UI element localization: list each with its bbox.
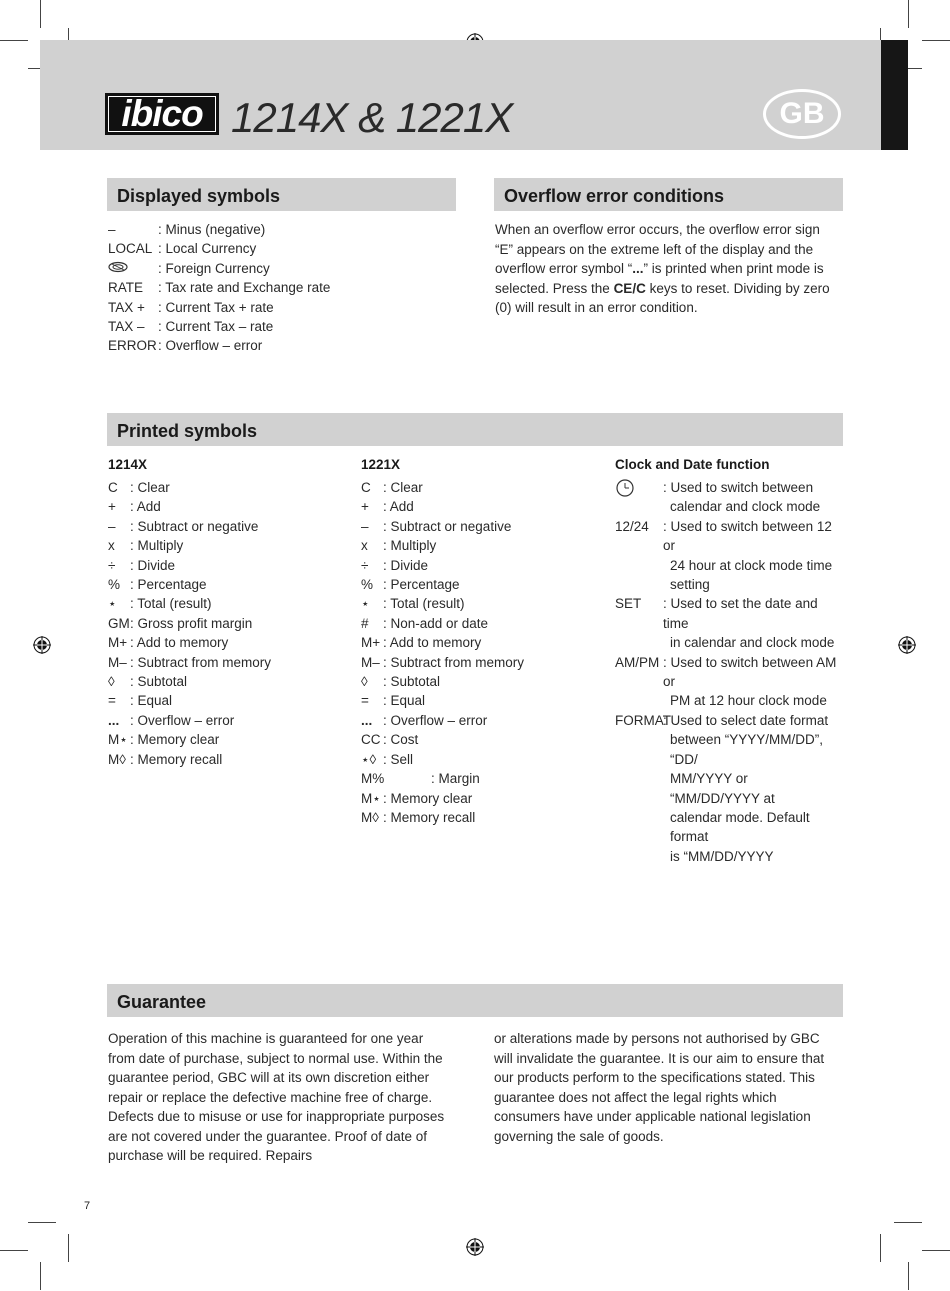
symbol-description: : Add	[130, 499, 161, 515]
symbol: +	[361, 499, 369, 515]
column-title-1221x: 1221X	[361, 457, 401, 472]
symbol: M⋆	[361, 790, 381, 806]
symbol-description: : Cost	[383, 732, 419, 748]
logo-text: ibico	[121, 93, 203, 134]
symbol: ÷	[108, 557, 116, 573]
symbol: AM/PM	[615, 654, 660, 670]
list-item	[108, 517, 348, 536]
column-title-clock-date: Clock and Date function	[615, 457, 770, 472]
symbol: ⋆◊	[361, 751, 377, 767]
symbol-description: : Current Tax – rate	[158, 319, 274, 335]
description-line: between “YYYY/MM/DD”, “DD/	[670, 732, 824, 767]
description-line: setting	[670, 577, 710, 593]
description-line: calendar and clock mode	[670, 499, 821, 515]
crop-mark	[922, 40, 950, 41]
page-number: 7	[84, 1200, 91, 1212]
list-item	[361, 750, 601, 769]
currency-icon	[108, 259, 158, 278]
symbol: –	[108, 518, 116, 534]
description-line: : Used to switch between	[663, 480, 814, 495]
list-item	[108, 478, 348, 497]
symbol-description: : Subtract from memory	[130, 654, 272, 670]
symbol: SET	[615, 596, 642, 612]
symbol-description	[663, 653, 839, 711]
symbol: %	[108, 577, 121, 593]
list-item	[108, 730, 348, 749]
list-item	[361, 711, 601, 730]
list-item	[108, 672, 348, 691]
guarantee-text-left: Operation of this machine is guaranteed for one year from date of purchase, subject to normal use. Within the guarantee period, GBC will at its own discretion either repair or replace the defective machine free of charge. Defects due to misuse or use for inappropriate purposes are not covered under the guarantee. Proof of date of purchase will be required. Repairs	[108, 1031, 445, 1163]
list-item	[108, 220, 448, 239]
list-item	[108, 259, 448, 278]
symbol: –	[361, 518, 369, 534]
symbol-description: : Non-add or date	[383, 615, 489, 631]
symbol: ⋆	[108, 596, 117, 612]
description-line: : Used to switch between AM or	[663, 654, 837, 690]
symbol-description: : Subtotal	[130, 674, 188, 690]
list-item	[615, 594, 843, 652]
list-item	[108, 336, 448, 355]
symbol: LOCAL	[108, 241, 153, 257]
crop-mark	[0, 1250, 28, 1251]
symbol-description: : Margin	[431, 771, 480, 787]
symbol: M◊	[361, 809, 379, 825]
symbol-description: : Clear	[130, 480, 170, 495]
list-item	[361, 478, 601, 497]
symbol-description: : Overflow – error	[383, 712, 488, 728]
list-item	[108, 239, 448, 258]
symbol: GM	[108, 615, 130, 631]
symbol-description: : Add	[383, 499, 414, 515]
symbol-description: : Total (result)	[383, 596, 465, 612]
description-line: is “MM/DD/YYYY	[670, 848, 774, 864]
crop-mark	[40, 1262, 41, 1290]
list-item	[361, 517, 601, 536]
symbol-description: : Local Currency	[158, 241, 257, 257]
symbol-description: : Add to memory	[383, 635, 482, 651]
list-item	[108, 711, 348, 730]
crop-mark	[68, 1234, 69, 1262]
list-item	[361, 808, 601, 827]
section-heading-displayed-symbols: Displayed symbols	[107, 178, 456, 211]
symbol-description	[663, 517, 839, 595]
symbol-description: : Overflow – error	[130, 712, 235, 728]
symbols-list-1221x	[361, 478, 601, 827]
symbol: RATE	[108, 280, 144, 296]
symbol-description	[663, 594, 839, 652]
symbol: M–	[108, 654, 127, 670]
symbol-description: : Current Tax + rate	[158, 299, 274, 315]
symbol: M◊	[108, 751, 126, 767]
crop-mark	[922, 1250, 950, 1251]
list-item	[361, 575, 601, 594]
list-item	[108, 750, 348, 769]
symbol-description: : Foreign Currency	[158, 260, 270, 276]
ibico-logo	[105, 93, 219, 135]
symbol-description: : Divide	[383, 557, 429, 573]
symbol: %	[361, 577, 374, 593]
symbol: ...	[361, 712, 373, 728]
symbol-description: : Minus (negative)	[158, 222, 266, 237]
symbol: =	[361, 693, 369, 709]
description-line: PM at 12 hour clock mode	[670, 693, 827, 709]
description-line: : Used to switch between 12 or	[663, 518, 832, 554]
list-item	[108, 536, 348, 555]
description-line: 24 hour at clock mode time	[670, 557, 833, 573]
list-item	[615, 711, 843, 866]
list-item	[361, 633, 601, 652]
symbol: +	[108, 499, 116, 515]
symbol-description: : Multiply	[130, 538, 184, 554]
symbol: C	[108, 480, 118, 495]
overflow-paragraph: When an overflow error occurs, the overflow error sign “E” appears on the extreme left of the display and the overflow error symbol “...” is printed when print mode is selected. Press the CE/C keys to reset. Dividing by zero (0) will result in an error condition.	[495, 222, 830, 315]
symbol: TAX +	[108, 299, 145, 315]
symbol-description: : Multiply	[383, 538, 437, 554]
symbol: TAX –	[108, 319, 145, 335]
list-item	[108, 556, 348, 575]
crop-mark	[40, 0, 41, 28]
symbol: x	[361, 538, 368, 554]
ce-c-keys: CE/C	[613, 280, 646, 296]
symbol-description: : Memory recall	[130, 751, 223, 767]
symbol: C	[361, 480, 371, 495]
symbols-list-1214x	[108, 478, 348, 769]
symbol: 12/24	[615, 518, 649, 534]
symbol: ◊	[361, 674, 368, 690]
symbol: #	[361, 615, 369, 631]
symbol: ERROR	[108, 338, 157, 354]
language-badge: GB	[763, 89, 841, 139]
symbol: M+	[108, 635, 128, 651]
crop-mark	[28, 1222, 56, 1223]
list-item	[108, 278, 448, 297]
section-heading-guarantee: Guarantee	[107, 984, 843, 1017]
symbol: ⋆	[361, 596, 370, 612]
symbol-description: : Memory recall	[383, 809, 476, 825]
symbol: M–	[361, 654, 380, 670]
description-line: MM/YYYY or “MM/DD/YYYY at	[670, 771, 775, 806]
description-line: in calendar and clock mode	[670, 635, 835, 651]
registration-mark-icon	[33, 636, 51, 654]
symbol: CC	[361, 732, 381, 748]
description-line: : Used to select date format	[663, 712, 829, 728]
list-item	[108, 691, 348, 710]
list-item	[361, 556, 601, 575]
list-item	[108, 614, 348, 633]
symbol-description: : Total (result)	[130, 596, 212, 612]
symbol: ◊	[108, 674, 115, 690]
crop-mark	[908, 1262, 909, 1290]
list-item	[361, 614, 601, 633]
list-item	[108, 653, 348, 672]
crop-mark	[894, 1222, 922, 1223]
clock-date-list	[615, 478, 843, 866]
symbol-description: : Percentage	[130, 577, 207, 593]
symbol-description: : Gross profit margin	[130, 615, 253, 631]
list-item	[108, 317, 448, 336]
symbol: FORMAT	[615, 712, 671, 728]
list-item	[108, 497, 348, 516]
list-item	[615, 653, 843, 711]
list-item	[361, 497, 601, 516]
list-item	[361, 536, 601, 555]
list-item	[361, 691, 601, 710]
symbol-description	[663, 711, 839, 866]
list-item	[361, 594, 601, 613]
clock-icon	[615, 478, 663, 517]
symbol-description: : Divide	[130, 557, 176, 573]
guarantee-text-right: or alterations made by persons not authorised by GBC will invalidate the guarantee. It is our aim to ensure that our products perform to the specifications stated. This guarantee does not affect the legal rights which consumers have under applicable national legislation governing the sale of goods.	[494, 1031, 825, 1144]
symbol-description: : Memory clear	[130, 732, 220, 748]
registration-mark-icon	[898, 636, 916, 654]
description-line: calendar mode. Default format	[670, 809, 810, 845]
symbol: M%	[361, 771, 385, 787]
list-item	[108, 594, 348, 613]
symbol-description: : Overflow – error	[158, 338, 263, 354]
side-tab	[881, 40, 908, 150]
symbol: –	[108, 222, 116, 237]
list-item	[361, 769, 601, 788]
page-title: 1214X & 1221X	[231, 94, 513, 141]
crop-mark	[908, 0, 909, 28]
crop-mark	[0, 40, 28, 41]
symbol-description: : Memory clear	[383, 790, 473, 806]
section-heading-printed-symbols: Printed symbols	[107, 413, 843, 446]
column-title-1214x: 1214X	[108, 457, 148, 472]
list-item	[615, 478, 843, 517]
list-item	[108, 575, 348, 594]
symbol: M+	[361, 635, 381, 651]
list-item	[361, 672, 601, 691]
symbol-description: : Sell	[383, 751, 414, 767]
symbol-description: : Equal	[383, 693, 426, 709]
list-item	[361, 730, 601, 749]
list-item	[108, 633, 348, 652]
symbol: x	[108, 538, 115, 554]
list-item	[361, 789, 601, 808]
symbol-description: : Subtract or negative	[383, 518, 512, 534]
symbol: ...	[108, 712, 120, 728]
section-heading-overflow: Overflow error conditions	[494, 178, 843, 211]
symbol-description: : Equal	[130, 693, 173, 709]
symbol: =	[108, 693, 116, 709]
symbol: ÷	[361, 557, 369, 573]
displayed-symbols-list	[108, 220, 448, 356]
symbol-description	[663, 478, 839, 517]
list-item	[615, 517, 843, 595]
symbol-description: : Subtotal	[383, 674, 441, 690]
description-line: : Used to set the date and time	[663, 596, 818, 631]
list-item	[361, 653, 601, 672]
symbol-description: : Percentage	[383, 577, 460, 593]
crop-mark	[880, 1234, 881, 1262]
symbol-description: : Tax rate and Exchange rate	[158, 280, 331, 296]
symbol-description: : Subtract from memory	[383, 654, 525, 670]
symbol-description: : Subtract or negative	[130, 518, 259, 534]
registration-mark-icon	[466, 1238, 484, 1256]
symbol: M⋆	[108, 732, 128, 748]
symbol-description: : Add to memory	[130, 635, 229, 651]
symbol-description: : Clear	[383, 480, 423, 495]
list-item	[108, 298, 448, 317]
